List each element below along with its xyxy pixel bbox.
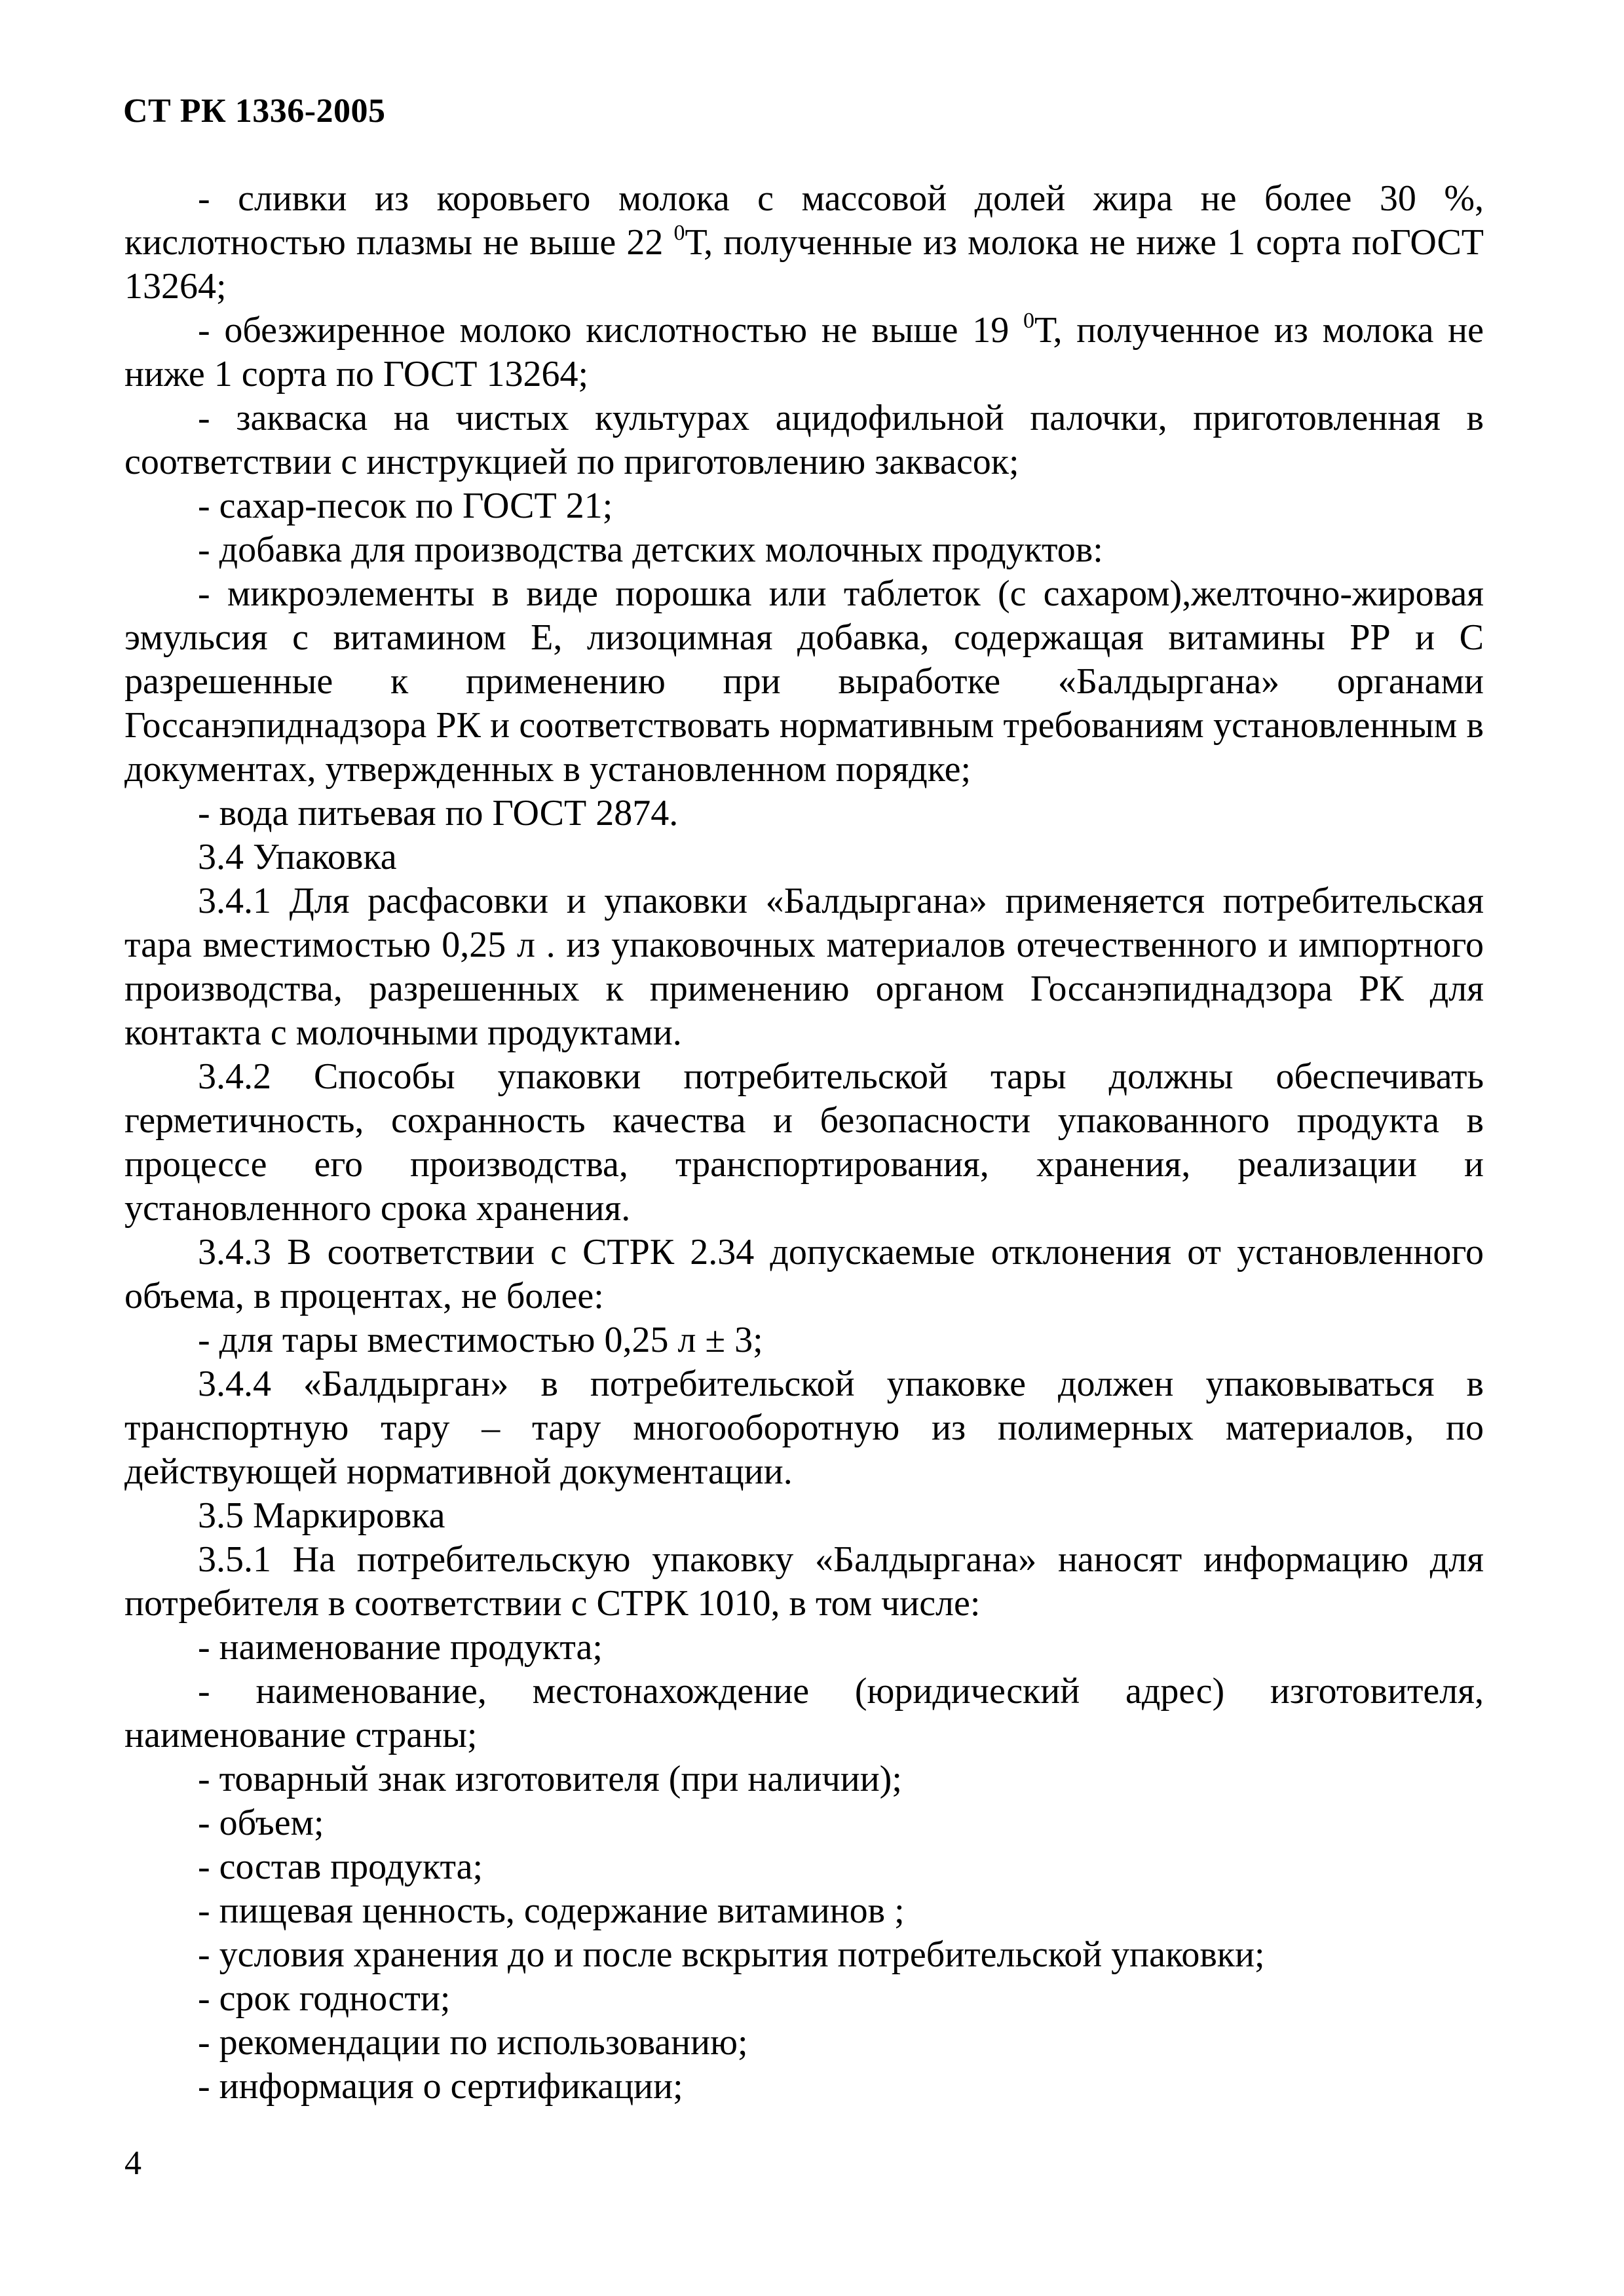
document-code-header: СТ РК 1336-2005 [123,92,386,130]
list-item-product-name: - наименование продукта; [198,1627,603,1668]
paragraph-3-4-1: 3.4.1 Для расфасовки и упаковки «Балдыргана» применяется потребительская тара вместимостью 0,25 л . из упаковочных материалов отечественного и импортного производства, разрешенных к применению органом Госсанэпиднадзора РК для контакта с молочными продуктами. [124,881,1484,1053]
list-item-certification: - информация о сертификации; [198,2066,683,2107]
list-item-composition: - состав продукта; [198,1846,483,1887]
paragraph-3-4-3: 3.4.3 В соответствии с СТРК 2.34 допускаемые отклонения от установленного объема, в процентах, не более: [124,1232,1484,1316]
list-item-manufacturer: - наименование, местонахождение (юридический адрес) изготовителя, наименование страны; [124,1671,1484,1755]
paragraph-text: Т, полученное из молока не ниже 1 сорта по ГОСТ 13264; [124,310,1484,394]
paragraph-text: - обезжиренное молоко кислотностью не выше 19 [198,310,1023,351]
list-item-trademark: - товарный знак изготовителя (при наличии); [198,1759,902,1799]
paragraph-cream [124,177,1484,309]
list-item-recommendations: - рекомендации по использованию; [198,2022,748,2063]
paragraph-starter: - закваска на чистых культурах ацидофильной палочки, приготовленная в соответствии с инструкцией по приготовлению заквасок; [124,398,1484,482]
paragraph-3-4-2: 3.4.2 Способы упаковки потребительской тары должны обеспечивать герметичность, сохранность качества и безопасности упакованного продукта в процессе его производства, транспортирования, хранения, реализации и установленного срока хранения. [124,1056,1484,1229]
paragraph-skim-milk [124,309,1484,396]
degree-superscript: 0 [1023,309,1034,333]
paragraph-sugar: - сахар-песок по ГОСТ 21; [198,486,613,526]
page-number: 4 [124,2145,142,2182]
paragraph-text: Т, полученные из молока не ниже 1 сорта поГОСТ 13264; [124,222,1484,307]
paragraph-text: - сливки из коровьего молока с массовой долей жира не более 30 %, кислотностью плазмы не выше 22 [124,178,1484,263]
section-heading-marking: 3.5 Маркировка [198,1495,445,1536]
list-item-nutrition: - пищевая ценность, содержание витаминов ; [198,1890,905,1931]
list-item-volume: - объем; [198,1803,324,1843]
paragraph-3-4-4: 3.4.4 «Балдырган» в потребительской упаковке должен упаковываться в транспортную тару – тару многооборотную из полимерных материалов, по действующей нормативной документации. [124,1364,1484,1492]
paragraph-additive: - добавка для производства детских молочных продуктов: [198,529,1103,570]
section-heading-packaging: 3.4 Упаковка [198,837,397,877]
paragraph-tolerance: - для тары вместимостью 0,25 л ± 3; [198,1320,763,1360]
paragraph-water: - вода питьевая по ГОСТ 2874. [198,793,679,833]
list-item-shelf-life: - срок годности; [198,1978,451,2019]
degree-superscript: 0 [673,221,685,245]
paragraph-3-5-1: 3.5.1 На потребительскую упаковку «Балдыргана» наносят информацию для потребителя в соответствии с СТРК 1010, в том числе: [124,1539,1484,1624]
paragraph-microelements: - микроэлементы в виде порошка или таблеток (с сахаром),желточно-жировая эмульсия с витамином Е, лизоцимная добавка, содержащая витамины РР и С разрешенные к применению при выработке «Балдыргана» органами Госсанэпиднадзора РК и соответствовать нормативным требованиям установленным в документах, утвержденных в установленном порядке; [124,573,1484,790]
document-body [124,177,1484,2109]
list-item-storage: - условия хранения до и после вскрытия потребительской упаковки; [198,1934,1265,1975]
